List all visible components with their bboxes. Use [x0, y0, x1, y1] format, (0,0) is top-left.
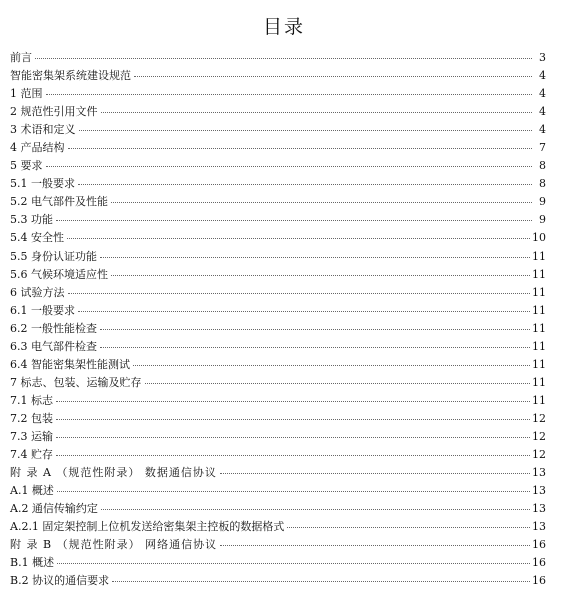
toc-entry-a-2[interactable]: [10, 500, 546, 518]
toc-entry-6-1[interactable]: [10, 302, 546, 320]
toc-entry-6-3[interactable]: [10, 338, 546, 356]
table-of-contents: [10, 49, 546, 590]
toc-entry-1[interactable]: [10, 85, 546, 103]
toc-entry-label: 5.6 气候环境适应性: [10, 266, 109, 284]
leader-dots: [133, 365, 530, 366]
toc-entry-page: 10: [532, 231, 546, 245]
toc-entry-page: 11: [532, 339, 546, 353]
toc-entry-2[interactable]: [10, 103, 546, 121]
toc-entry-page: 9: [539, 195, 546, 209]
toc-entry-7-2[interactable]: [10, 410, 546, 428]
toc-entry-3[interactable]: [10, 121, 546, 139]
toc-entry-appendix-b[interactable]: [10, 536, 546, 554]
leader-dots: [56, 437, 530, 438]
toc-entry-label: 7 标志、包装、运输及贮存: [10, 374, 143, 392]
toc-entry-label: 前言: [10, 49, 33, 67]
toc-entry-page: 9: [539, 213, 546, 227]
toc-entry-b-2[interactable]: [10, 572, 546, 590]
toc-entry-label: 1 范围: [10, 85, 44, 103]
toc-entry-page: 11: [532, 357, 546, 371]
leader-dots: [56, 220, 532, 221]
leader-dots: [79, 130, 533, 131]
toc-entry-5[interactable]: [10, 157, 546, 175]
toc-entry-7-3[interactable]: [10, 428, 546, 446]
toc-entry-label: 附 录 B （规范性附录） 网络通信协议: [10, 536, 218, 554]
toc-entry-5-3[interactable]: [10, 211, 546, 229]
toc-entry-6-2[interactable]: [10, 320, 546, 338]
leader-dots: [101, 509, 530, 510]
leader-dots: [101, 112, 533, 113]
leader-dots: [78, 184, 532, 185]
toc-entry-6-4[interactable]: [10, 356, 546, 374]
leader-dots: [57, 491, 530, 492]
leader-dots: [220, 473, 530, 474]
leader-dots: [78, 311, 530, 312]
toc-entry-label: 5.2 电气部件及性能: [10, 193, 109, 211]
toc-entry-page: 13: [532, 484, 546, 498]
leader-dots: [100, 347, 530, 348]
toc-entry-page: 3: [539, 51, 546, 64]
toc-entry-page: 11: [532, 321, 546, 335]
leader-dots: [35, 58, 532, 59]
toc-entry-label: 4 产品结构: [10, 139, 66, 157]
toc-entry-label: B.2 协议的通信要求: [10, 572, 110, 590]
toc-entry-a-1[interactable]: [10, 482, 546, 500]
toc-entry-label: 5 要求: [10, 157, 44, 175]
leader-dots: [67, 238, 530, 239]
toc-entry-page: 13: [532, 520, 546, 534]
toc-entry-7-1[interactable]: [10, 392, 546, 410]
toc-entry-page: 13: [532, 466, 546, 480]
toc-entry-page: 12: [532, 429, 546, 443]
toc-entry-a-2-1[interactable]: [10, 518, 546, 536]
toc-entry-label: 6.3 电气部件检查: [10, 338, 98, 356]
toc-entry-page: 8: [539, 177, 546, 191]
leader-dots: [112, 581, 530, 582]
toc-entry-label: 附 录 A （规范性附录） 数据通信协议: [10, 464, 218, 482]
toc-entry-5-4[interactable]: [10, 229, 546, 247]
toc-entry-6[interactable]: [10, 284, 546, 302]
toc-entry-label: 7.2 包装: [10, 410, 54, 428]
leader-dots: [111, 275, 530, 276]
toc-entry-page: 4: [539, 123, 546, 137]
toc-entry-page: 12: [532, 448, 546, 462]
leader-dots: [56, 401, 530, 402]
leader-dots: [46, 94, 533, 95]
toc-entry-page: 16: [532, 556, 546, 570]
leader-dots: [46, 166, 533, 167]
toc-entry-label: 7.4 贮存: [10, 446, 54, 464]
toc-entry-label: 6 试验方法: [10, 284, 66, 302]
leader-dots: [145, 383, 531, 384]
toc-entry-5-5[interactable]: [10, 248, 546, 266]
leader-dots: [68, 148, 533, 149]
toc-entry-page: 11: [532, 303, 546, 317]
leader-dots: [134, 76, 532, 77]
toc-entry-appendix-a[interactable]: [10, 464, 546, 482]
toc-entry-b-1[interactable]: [10, 554, 546, 572]
toc-entry-page: 11: [532, 393, 546, 407]
toc-entry-page: 11: [532, 267, 546, 281]
toc-entry-label: 6.2 一般性能检查: [10, 320, 98, 338]
toc-entry-page: 11: [532, 375, 546, 389]
toc-entry-4[interactable]: [10, 139, 546, 157]
toc-entry-5-1[interactable]: [10, 175, 546, 193]
toc-entry-page: 11: [532, 285, 546, 299]
toc-entry-page: 16: [532, 538, 546, 552]
toc-title: 目录: [262, 16, 305, 38]
toc-entry-label: A.2 通信传输约定: [10, 500, 99, 518]
leader-dots: [287, 527, 530, 528]
toc-entry-page: 13: [532, 502, 546, 516]
toc-entry-page: 4: [539, 69, 546, 83]
toc-entry-label: 7.1 标志: [10, 392, 54, 410]
leader-dots: [100, 257, 530, 258]
toc-entry-page: 8: [539, 159, 546, 173]
toc-entry-label: A.1 概述: [10, 482, 55, 500]
toc-entry-preface[interactable]: [10, 49, 546, 67]
leader-dots: [56, 419, 530, 420]
toc-entry-spec-title[interactable]: [10, 67, 546, 85]
toc-entry-label: 5.4 安全性: [10, 229, 65, 247]
toc-entry-7[interactable]: [10, 374, 546, 392]
leader-dots: [111, 202, 532, 203]
toc-entry-page: 4: [539, 87, 546, 101]
toc-entry-label: 智能密集架系统建设规范: [10, 67, 132, 85]
toc-entry-page: 11: [532, 249, 546, 263]
toc-entry-page: 12: [532, 411, 546, 425]
toc-entry-5-6[interactable]: [10, 266, 546, 284]
leader-dots: [220, 545, 530, 546]
toc-entry-label: 3 术语和定义: [10, 121, 77, 139]
toc-entry-page: 16: [532, 574, 546, 588]
toc-entry-page: 7: [539, 141, 546, 155]
toc-entry-label: 6.4 智能密集架性能测试: [10, 356, 131, 374]
leader-dots: [56, 455, 530, 456]
leader-dots: [100, 329, 530, 330]
toc-entry-label: 2 规范性引用文件: [10, 103, 99, 121]
toc-entry-label: A.2.1 固定架控制上位机发送给密集架主控板的数据格式: [10, 518, 285, 536]
toc-entry-label: 7.3 运输: [10, 428, 54, 446]
toc-entry-label: 6.1 一般要求: [10, 302, 76, 320]
toc-entry-7-4[interactable]: [10, 446, 546, 464]
toc-entry-label: 5.1 一般要求: [10, 175, 76, 193]
toc-entry-5-2[interactable]: [10, 193, 546, 211]
leader-dots: [68, 293, 531, 294]
toc-entry-page: 4: [539, 105, 546, 119]
toc-entry-label: 5.3 功能: [10, 211, 54, 229]
toc-entry-label: 5.5 身份认证功能: [10, 248, 98, 266]
leader-dots: [57, 563, 530, 564]
toc-entry-label: B.1 概述: [10, 554, 55, 572]
